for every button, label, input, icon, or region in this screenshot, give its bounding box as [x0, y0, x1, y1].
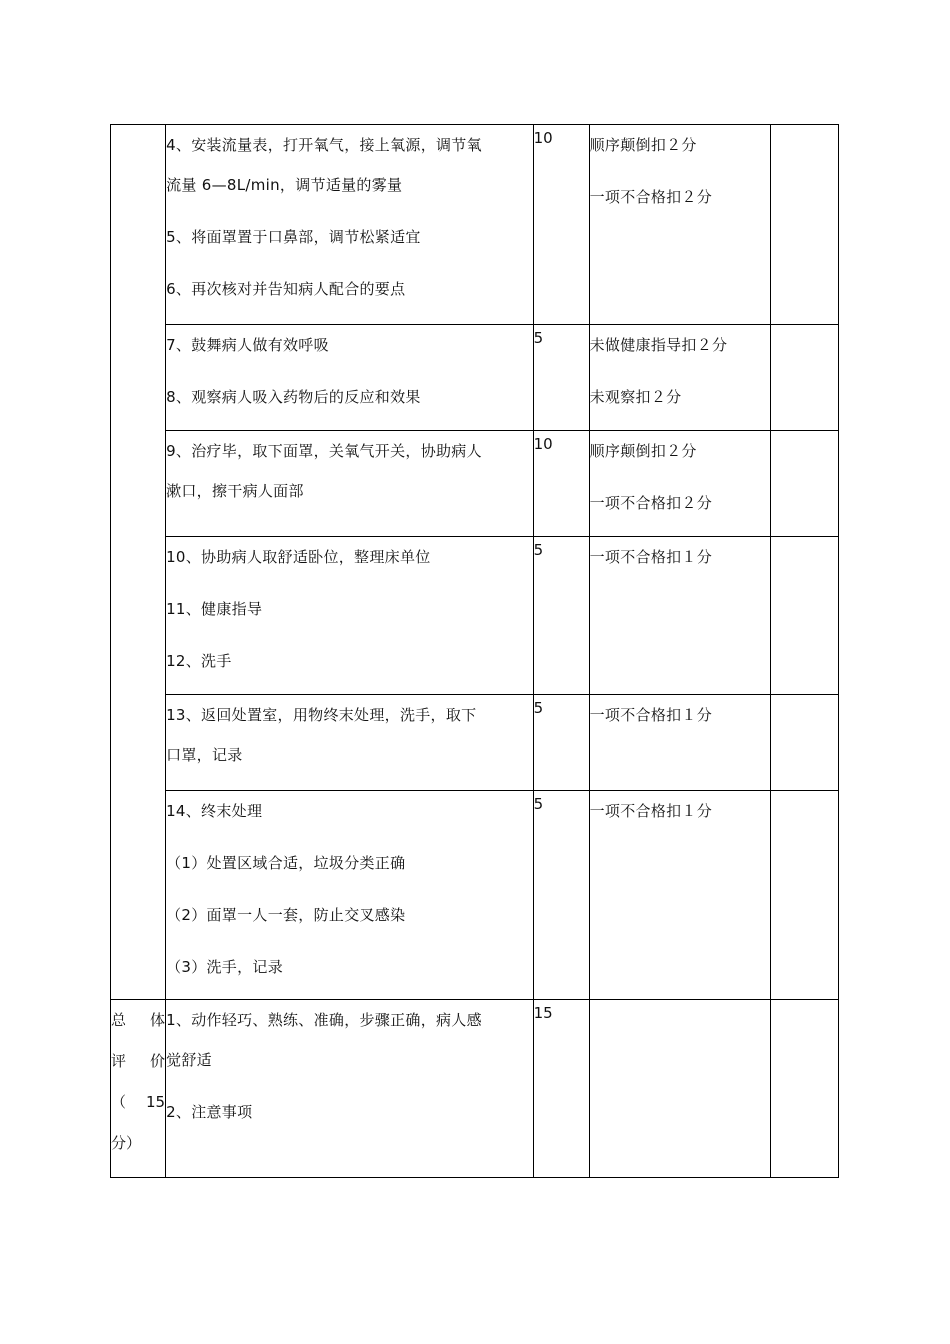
table-row [111, 431, 839, 537]
score-cell: 10 [533, 431, 589, 537]
deduction-line: 未做健康指导扣２分 [589, 336, 728, 354]
remarks-cell [770, 791, 838, 1000]
step-line: 9、治疗毕，取下面罩，关氧气开关，协助病人 [166, 442, 482, 460]
step-line: 13、返回处置室，用物终末处理，洗手，取下 [166, 706, 477, 724]
category-cell [111, 125, 166, 1000]
remarks-cell [770, 125, 838, 325]
category-line: 分） [111, 1134, 142, 1152]
remarks-cell [770, 431, 838, 537]
step-line: 7、鼓舞病人做有效呼吸 [166, 336, 329, 354]
deduction-cell [589, 695, 770, 791]
deduction-line: 顺序颠倒扣２分 [589, 136, 697, 154]
steps-cell [166, 695, 534, 791]
deduction-line: 一项不合格扣２分 [589, 188, 713, 206]
score-cell: 10 [533, 125, 589, 325]
step-line: 流量 6—8L/min，调节适量的雾量 [166, 176, 403, 194]
scoring-table [110, 124, 839, 1178]
steps-cell [166, 431, 534, 537]
steps-cell [166, 125, 534, 325]
deduction-line: 一项不合格扣１分 [589, 548, 713, 566]
table-row [111, 125, 839, 325]
table-row [111, 537, 839, 695]
step-line: 11、健康指导 [166, 600, 263, 618]
score-cell: 5 [533, 325, 589, 431]
step-line: 2、注意事项 [166, 1103, 253, 1121]
step-line: （3）洗手，记录 [166, 958, 284, 976]
steps-cell [166, 791, 534, 1000]
step-line: 10、协助病人取舒适卧位，整理床单位 [166, 548, 431, 566]
deduction-cell [589, 791, 770, 1000]
step-line: 口罩，记录 [166, 746, 243, 764]
score-cell: 5 [533, 537, 589, 695]
remarks-cell [770, 695, 838, 791]
step-line: 5、将面罩置于口鼻部，调节松紧适宜 [166, 228, 421, 246]
score-cell: 5 [533, 791, 589, 1000]
deduction-line: 一项不合格扣１分 [589, 706, 713, 724]
deduction-cell [589, 1000, 770, 1178]
deduction-cell [589, 325, 770, 431]
deduction-line: 未观察扣２分 [589, 388, 682, 406]
category-line: 总 体 [111, 1011, 166, 1029]
deduction-cell [589, 537, 770, 695]
step-line: 觉舒适 [166, 1051, 212, 1069]
steps-cell [166, 325, 534, 431]
steps-cell [166, 1000, 534, 1178]
remarks-cell [770, 325, 838, 431]
step-line: 6、再次核对并告知病人配合的要点 [166, 280, 406, 298]
step-line: 8、观察病人吸入药物后的反应和效果 [166, 388, 421, 406]
category-line: （ 15 [111, 1093, 166, 1111]
score-cell: 5 [533, 695, 589, 791]
deduction-line: 顺序颠倒扣２分 [589, 442, 697, 460]
deduction-line: 一项不合格扣１分 [589, 802, 713, 820]
score-cell: 15 [533, 1000, 589, 1178]
category-cell [111, 1000, 166, 1178]
steps-cell [166, 537, 534, 695]
category-line: 评 价 [111, 1052, 166, 1070]
remarks-cell [770, 1000, 838, 1178]
deduction-cell [589, 125, 770, 325]
deduction-line: 一项不合格扣２分 [589, 494, 713, 512]
step-line: 漱口，擦干病人面部 [166, 482, 304, 500]
step-line: 1、动作轻巧、熟练、准确，步骤正确，病人感 [166, 1011, 482, 1029]
step-line: （1）处置区域合适，垃圾分类正确 [166, 854, 406, 872]
table-row [111, 1000, 839, 1178]
deduction-cell [589, 431, 770, 537]
step-line: （2）面罩一人一套，防止交叉感染 [166, 906, 406, 924]
remarks-cell [770, 537, 838, 695]
table-row [111, 695, 839, 791]
table-row [111, 325, 839, 431]
table-row [111, 791, 839, 1000]
step-line: 12、洗手 [166, 652, 232, 670]
step-line: 4、安装流量表，打开氧气，接上氧源，调节氧 [166, 136, 482, 154]
step-line: 14、终末处理 [166, 802, 263, 820]
